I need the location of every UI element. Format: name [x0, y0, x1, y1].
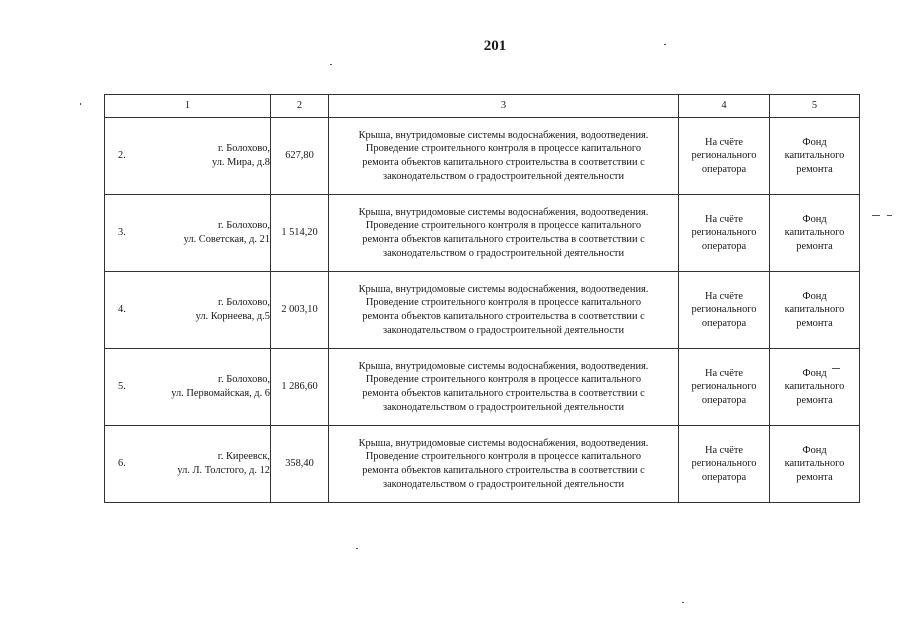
executor-text-line: оператора — [701, 163, 747, 175]
fund-text-line: Фонд — [802, 136, 827, 148]
address-cell — [105, 426, 271, 503]
area-cell: 358,40 — [271, 426, 329, 503]
address-street: ул. Корнеева, д.5 — [195, 311, 270, 322]
fund-text-line: капитального — [784, 150, 845, 162]
scan-speck — [664, 44, 666, 45]
address-cell — [105, 272, 271, 349]
executor-text-line: На счёте — [704, 367, 744, 379]
fund-text-line: ремонта — [796, 394, 833, 406]
works-text-line: Крыша, внутридомовые системы водоснабжения, водоотведения. — [358, 360, 649, 372]
works-text-line: ремонта объектов капитального строительства в соответствии с — [362, 311, 645, 322]
address-street: ул. Л. Толстого, д. 12 — [177, 465, 270, 476]
executor-text-line: На счёте — [704, 290, 744, 302]
executor-text-line: На счёте — [704, 136, 744, 148]
fund-text-line: Фонд — [802, 444, 827, 456]
fund-text-line: капитального — [784, 227, 845, 239]
fund-text-line: Фонд — [802, 213, 827, 225]
repair-registry-table — [104, 94, 860, 503]
row-number: 5. — [118, 381, 126, 393]
works-text-line: Проведение строительного контроля в процессе капитального — [365, 297, 642, 309]
address-street: ул. Мира, д.8 — [211, 157, 270, 168]
executor-cell — [679, 349, 770, 426]
scan-speck — [682, 602, 684, 603]
fund-text-line: ремонта — [796, 163, 833, 175]
column-header-5: 5 — [770, 95, 860, 118]
works-text-line: законодательством о градостроительной деятельности — [382, 170, 625, 182]
row-number: 4. — [118, 304, 126, 316]
executor-text-line: регионального — [691, 304, 757, 316]
works-text-line: законодательством о градостроительной деятельности — [382, 478, 625, 490]
table-row — [105, 426, 860, 503]
address-street: ул. Советская, д. 21 — [183, 234, 270, 245]
executor-text-line: регионального — [691, 381, 757, 393]
works-text-line: Крыша, внутридомовые системы водоснабжения, водоотведения. — [358, 129, 649, 141]
table-row — [105, 118, 860, 195]
executor-text-line: оператора — [701, 471, 747, 483]
header-row — [105, 95, 860, 118]
executor-text-line: регионального — [691, 458, 757, 470]
works-text-line: ремонта объектов капитального строительства в соответствии с — [362, 157, 645, 168]
column-header-3: 3 — [329, 95, 679, 118]
table-row — [105, 195, 860, 272]
works-text-line: Проведение строительного контроля в процессе капитального — [365, 374, 642, 386]
works-text-line: ремонта объектов капитального строительства в соответствии с — [362, 234, 645, 245]
scan-speck — [330, 64, 332, 65]
page-number: 201 — [483, 38, 507, 54]
fund-cell — [770, 195, 860, 272]
fund-cell — [770, 426, 860, 503]
fund-cell — [770, 118, 860, 195]
area-cell: 2 003,10 — [271, 272, 329, 349]
fund-text-line: ремонта — [796, 240, 833, 252]
address-street: ул. Первомайская, д. 6 — [171, 388, 270, 399]
fund-text-line: капитального — [784, 304, 845, 316]
works-cell — [329, 272, 679, 349]
works-cell — [329, 195, 679, 272]
area-cell: 1 286,60 — [271, 349, 329, 426]
works-text-line: Проведение строительного контроля в процессе капитального — [365, 451, 642, 463]
works-text-line: ремонта объектов капитального строительства в соответствии с — [362, 465, 645, 476]
executor-text-line: регионального — [691, 227, 757, 239]
works-text-line: ремонта объектов капитального строительства в соответствии с — [362, 388, 645, 399]
works-text-line: законодательством о градостроительной деятельности — [382, 401, 625, 413]
address-cell — [105, 195, 271, 272]
executor-text-line: оператора — [701, 394, 747, 406]
address-city: г. Болохово, — [217, 220, 270, 232]
scan-speck — [887, 215, 892, 216]
column-header-1: 1 — [105, 95, 271, 118]
column-header-4: 4 — [679, 95, 770, 118]
executor-cell — [679, 118, 770, 195]
address-city: г. Болохово, — [217, 374, 270, 386]
fund-text-line: ремонта — [796, 471, 833, 483]
executor-cell — [679, 272, 770, 349]
works-text-line: Проведение строительного контроля в процессе капитального — [365, 143, 642, 155]
executor-text-line: На счёте — [704, 444, 744, 456]
table-row — [105, 272, 860, 349]
executor-text-line: оператора — [701, 240, 747, 252]
table-body — [105, 118, 860, 503]
row-number: 6. — [118, 458, 126, 470]
fund-text-line: Фонд — [802, 367, 827, 379]
works-text-line: Крыша, внутридомовые системы водоснабжения, водоотведения. — [358, 437, 649, 449]
executor-text-line: регионального — [691, 150, 757, 162]
scan-speck — [832, 368, 840, 369]
fund-text-line: капитального — [784, 381, 845, 393]
executor-text-line: На счёте — [704, 213, 744, 225]
works-cell — [329, 426, 679, 503]
area-cell: 1 514,20 — [271, 195, 329, 272]
fund-cell — [770, 349, 860, 426]
fund-text-line: Фонд — [802, 290, 827, 302]
fund-cell — [770, 272, 860, 349]
works-cell — [329, 349, 679, 426]
row-number: 3. — [118, 227, 126, 239]
executor-cell — [679, 195, 770, 272]
column-header-2: 2 — [271, 95, 329, 118]
table-row — [105, 349, 860, 426]
scan-speck — [80, 103, 81, 105]
fund-text-line: ремонта — [796, 317, 833, 329]
executor-text-line: оператора — [701, 317, 747, 329]
scan-speck — [872, 215, 880, 216]
address-city: г. Болохово, — [217, 143, 270, 155]
address-cell — [105, 349, 271, 426]
works-cell — [329, 118, 679, 195]
row-number: 2. — [118, 150, 126, 162]
address-city: г. Болохово, — [217, 297, 270, 309]
works-text-line: законодательством о градостроительной деятельности — [382, 247, 625, 259]
scan-speck — [356, 548, 358, 549]
works-text-line: Проведение строительного контроля в процессе капитального — [365, 220, 642, 232]
works-text-line: Крыша, внутридомовые системы водоснабжения, водоотведения. — [358, 283, 649, 295]
works-text-line: Крыша, внутридомовые системы водоснабжения, водоотведения. — [358, 206, 649, 218]
fund-text-line: капитального — [784, 458, 845, 470]
executor-cell — [679, 426, 770, 503]
area-cell: 627,80 — [271, 118, 329, 195]
address-cell — [105, 118, 271, 195]
address-city: г. Киреевск, — [217, 451, 270, 463]
works-text-line: законодательством о градостроительной деятельности — [382, 324, 625, 336]
